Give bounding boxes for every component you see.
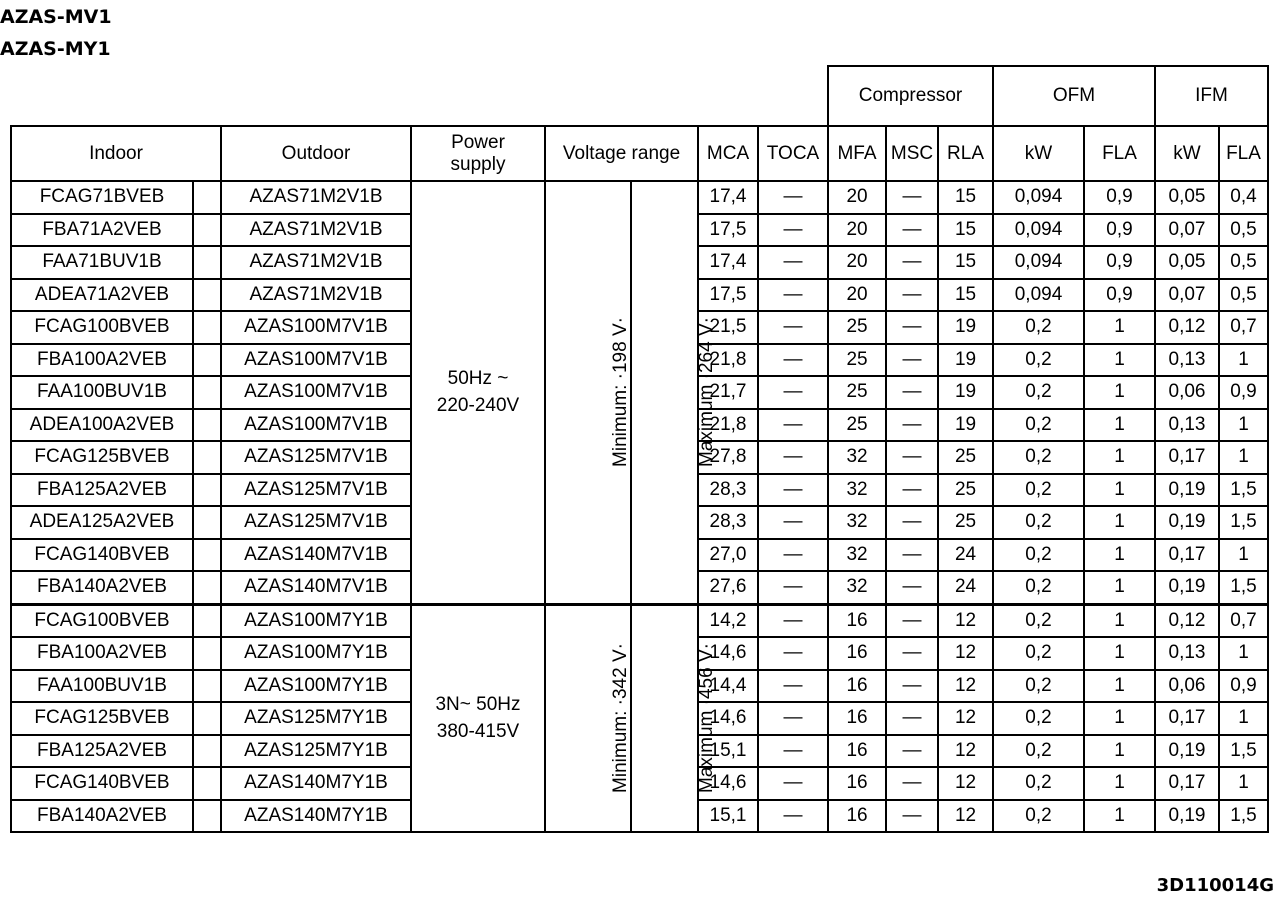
ofm-kw-value: 0,2	[993, 539, 1084, 572]
toca-value: —	[758, 637, 828, 670]
msc-value: —	[886, 376, 938, 409]
power-supply-cell	[411, 604, 545, 832]
mca-value: 21,8	[698, 409, 758, 442]
indoor-spacer-cell	[193, 670, 221, 703]
mca-value: 17,4	[698, 181, 758, 214]
ofm-fla-value: 1	[1084, 637, 1155, 670]
mfa-value: 25	[828, 376, 886, 409]
toca-value: —	[758, 409, 828, 442]
toca-value: —	[758, 702, 828, 735]
indoor-spacer-cell	[193, 376, 221, 409]
rla-value: 12	[938, 670, 993, 703]
indoor-model: FAA100BUV1B	[11, 376, 193, 409]
model-title-mv1: AZAS-MV1	[0, 6, 112, 28]
voltage-max-label: Maximum ·264 V·	[695, 317, 717, 468]
voltage-min-cell	[545, 181, 631, 604]
outdoor-model: AZAS100M7Y1B	[221, 670, 411, 703]
ofm-kw-value: 0,2	[993, 637, 1084, 670]
msc-value: —	[886, 181, 938, 214]
msc-value: —	[886, 246, 938, 279]
ofm-fla-value: 0,9	[1084, 279, 1155, 312]
outdoor-model: AZAS100M7Y1B	[221, 637, 411, 670]
ifm-kw-value: 0,19	[1155, 474, 1219, 507]
ofm-header: OFM	[993, 66, 1155, 126]
indoor-model: FBA125A2VEB	[11, 735, 193, 768]
mca-value: 15,1	[698, 735, 758, 768]
rla-value: 25	[938, 474, 993, 507]
ifm-fla-value: 0,5	[1219, 214, 1268, 247]
rla-value: 15	[938, 246, 993, 279]
ofm-fla-value: 1	[1084, 702, 1155, 735]
voltage-max-cell	[631, 604, 717, 832]
rla-value: 25	[938, 441, 993, 474]
ifm-kw-value: 0,06	[1155, 376, 1219, 409]
mca-value: 17,5	[698, 279, 758, 312]
ifm-fla-value: 0,9	[1219, 670, 1268, 703]
ofm-kw-value: 0,2	[993, 767, 1084, 800]
outdoor-model: AZAS140M7Y1B	[221, 767, 411, 800]
toca-value: —	[758, 539, 828, 572]
indoor-model: FBA140A2VEB	[11, 800, 193, 833]
indoor-spacer-cell	[193, 767, 221, 800]
ofm-kw-value: 0,2	[993, 702, 1084, 735]
ifm-header: IFM	[1155, 66, 1268, 126]
toca-value: —	[758, 246, 828, 279]
indoor-spacer-cell	[193, 571, 221, 604]
indoor-model: FBA125A2VEB	[11, 474, 193, 507]
ifm-fla-value: 0,5	[1219, 246, 1268, 279]
indoor-model: ADEA71A2VEB	[11, 279, 193, 312]
msc-value: —	[886, 702, 938, 735]
outdoor-model: AZAS140M7Y1B	[221, 800, 411, 833]
msc-value: —	[886, 214, 938, 247]
msc-value: —	[886, 441, 938, 474]
indoor-model: FCAG140BVEB	[11, 767, 193, 800]
msc-value: —	[886, 767, 938, 800]
mca-header: MCA	[698, 126, 758, 181]
toca-value: —	[758, 214, 828, 247]
indoor-spacer-cell	[193, 246, 221, 279]
indoor-spacer-cell	[193, 474, 221, 507]
msc-value: —	[886, 506, 938, 539]
rla-value: 15	[938, 181, 993, 214]
rla-value: 15	[938, 214, 993, 247]
ifm-kw-value: 0,06	[1155, 670, 1219, 703]
indoor-model: FBA100A2VEB	[11, 637, 193, 670]
mfa-value: 16	[828, 800, 886, 833]
outdoor-model: AZAS71M2V1B	[221, 181, 411, 214]
ifm-kw-value: 0,19	[1155, 735, 1219, 768]
msc-value: —	[886, 604, 938, 637]
indoor-spacer-cell	[193, 604, 221, 637]
toca-value: —	[758, 311, 828, 344]
document-code: 3D110014G	[1156, 875, 1274, 896]
mca-value: 28,3	[698, 474, 758, 507]
voltage-max-label: Maximum ·456 V·	[695, 643, 717, 794]
toca-value: —	[758, 506, 828, 539]
ofm-fla-value: 1	[1084, 376, 1155, 409]
msc-value: —	[886, 474, 938, 507]
mca-value: 14,4	[698, 670, 758, 703]
voltage-min-cell	[545, 604, 631, 832]
mfa-value: 32	[828, 539, 886, 572]
msc-value: —	[886, 670, 938, 703]
ofm-kw-value: 0,2	[993, 571, 1084, 604]
outdoor-model: AZAS125M7V1B	[221, 506, 411, 539]
model-title-my1: AZAS-MY1	[0, 38, 111, 60]
ofm-fla-value: 0,9	[1084, 214, 1155, 247]
ofm-fla-value: 1	[1084, 571, 1155, 604]
toca-value: —	[758, 441, 828, 474]
ifm-fla-value: 0,7	[1219, 604, 1268, 637]
ifm-fla-value: 0,7	[1219, 311, 1268, 344]
outdoor-model: AZAS125M7V1B	[221, 474, 411, 507]
indoor-model: FCAG100BVEB	[11, 604, 193, 637]
ifm-fla-value: 1,5	[1219, 800, 1268, 833]
ifm-fla-value: 1,5	[1219, 571, 1268, 604]
ifm-fla-value: 1	[1219, 637, 1268, 670]
ifm-kw-value: 0,13	[1155, 637, 1219, 670]
ofm-kw-value: 0,2	[993, 474, 1084, 507]
rla-value: 19	[938, 409, 993, 442]
indoor-spacer-cell	[193, 702, 221, 735]
ifm-kw-value: 0,12	[1155, 311, 1219, 344]
power-supply-line: 3N~ 50Hz	[435, 694, 521, 716]
msc-value: —	[886, 344, 938, 377]
mfa-value: 16	[828, 702, 886, 735]
ofm-kw-value: 0,094	[993, 181, 1084, 214]
ifm-kw-value: 0,12	[1155, 604, 1219, 637]
toca-value: —	[758, 279, 828, 312]
ofm-fla-value: 1	[1084, 441, 1155, 474]
outdoor-model: AZAS100M7Y1B	[221, 604, 411, 637]
ofm-fla-value: 1	[1084, 474, 1155, 507]
ifm-fla-value: 1	[1219, 702, 1268, 735]
rla-value: 12	[938, 800, 993, 833]
ifm-kw-value: 0,07	[1155, 279, 1219, 312]
indoor-spacer-cell	[193, 409, 221, 442]
mca-value: 14,2	[698, 604, 758, 637]
toca-value: —	[758, 670, 828, 703]
ifm-kw-value: 0,13	[1155, 344, 1219, 377]
outdoor-model: AZAS71M2V1B	[221, 214, 411, 247]
outdoor-model: AZAS140M7V1B	[221, 539, 411, 572]
ofm-fla-header: FLA	[1084, 126, 1155, 181]
ofm-fla-value: 1	[1084, 344, 1155, 377]
power-supply-line: 220-240V	[436, 395, 520, 417]
mca-value: 27,6	[698, 571, 758, 604]
ofm-fla-value: 1	[1084, 539, 1155, 572]
ofm-fla-value: 0,9	[1084, 246, 1155, 279]
mfa-value: 32	[828, 506, 886, 539]
table-row	[11, 181, 1268, 214]
mfa-value: 20	[828, 246, 886, 279]
mfa-value: 16	[828, 735, 886, 768]
ofm-fla-value: 1	[1084, 735, 1155, 768]
power-supply-cell	[411, 181, 545, 604]
indoor-spacer-cell	[193, 311, 221, 344]
ifm-fla-value: 1	[1219, 344, 1268, 377]
indoor-model: FAA100BUV1B	[11, 670, 193, 703]
mfa-value: 16	[828, 637, 886, 670]
indoor-model: FBA100A2VEB	[11, 344, 193, 377]
toca-header: TOCA	[758, 126, 828, 181]
mca-value: 28,3	[698, 506, 758, 539]
group-header-table	[827, 65, 1269, 127]
compressor-header: Compressor	[828, 66, 993, 126]
toca-value: —	[758, 571, 828, 604]
toca-value: —	[758, 604, 828, 637]
msc-value: —	[886, 735, 938, 768]
mca-value: 17,4	[698, 246, 758, 279]
mfa-value: 25	[828, 409, 886, 442]
indoor-spacer-cell	[193, 637, 221, 670]
indoor-model: ADEA125A2VEB	[11, 506, 193, 539]
indoor-spacer-cell	[193, 539, 221, 572]
ifm-kw-value: 0,05	[1155, 246, 1219, 279]
rla-value: 24	[938, 571, 993, 604]
indoor-spacer-cell	[193, 735, 221, 768]
indoor-model: FCAG71BVEB	[11, 181, 193, 214]
voltage-min-label: Minimum: ·342 V·	[609, 643, 631, 794]
mfa-value: 20	[828, 279, 886, 312]
ofm-kw-value: 0,094	[993, 246, 1084, 279]
ofm-kw-value: 0,2	[993, 735, 1084, 768]
mca-value: 21,7	[698, 376, 758, 409]
indoor-spacer-cell	[193, 181, 221, 214]
rla-value: 19	[938, 376, 993, 409]
rla-value: 12	[938, 702, 993, 735]
mca-value: 21,5	[698, 311, 758, 344]
toca-value: —	[758, 800, 828, 833]
outdoor-model: AZAS125M7Y1B	[221, 702, 411, 735]
ifm-kw-value: 0,05	[1155, 181, 1219, 214]
ofm-fla-value: 1	[1084, 311, 1155, 344]
ifm-fla-value: 0,4	[1219, 181, 1268, 214]
ifm-kw-value: 0,17	[1155, 767, 1219, 800]
ifm-fla-value: 1	[1219, 767, 1268, 800]
outdoor-model: AZAS100M7V1B	[221, 344, 411, 377]
toca-value: —	[758, 344, 828, 377]
indoor-header: Indoor	[11, 126, 221, 181]
rla-value: 12	[938, 767, 993, 800]
mca-value: 27,8	[698, 441, 758, 474]
rla-value: 12	[938, 637, 993, 670]
ofm-kw-value: 0,2	[993, 344, 1084, 377]
indoor-spacer-cell	[193, 441, 221, 474]
ifm-kw-value: 0,17	[1155, 441, 1219, 474]
mfa-header: MFA	[828, 126, 886, 181]
ofm-fla-value: 0,9	[1084, 181, 1155, 214]
indoor-spacer-cell	[193, 279, 221, 312]
toca-value: —	[758, 181, 828, 214]
mca-value: 14,6	[698, 767, 758, 800]
msc-value: —	[886, 571, 938, 604]
ofm-fla-value: 1	[1084, 506, 1155, 539]
toca-value: —	[758, 735, 828, 768]
msc-value: —	[886, 409, 938, 442]
indoor-model: FBA71A2VEB	[11, 214, 193, 247]
rla-value: 19	[938, 344, 993, 377]
mfa-value: 16	[828, 767, 886, 800]
ifm-kw-header: kW	[1155, 126, 1219, 181]
voltage-range-header: Voltage range	[545, 126, 698, 181]
electrical-data-table	[10, 125, 1269, 833]
mca-value: 27,0	[698, 539, 758, 572]
power-supply-header: Power supply	[411, 126, 545, 181]
mfa-value: 20	[828, 214, 886, 247]
power-supply-line: 380-415V	[436, 721, 520, 743]
ifm-fla-value: 0,5	[1219, 279, 1268, 312]
ofm-kw-value: 0,094	[993, 279, 1084, 312]
rla-value: 19	[938, 311, 993, 344]
table-row	[11, 604, 1268, 637]
mfa-value: 16	[828, 670, 886, 703]
mfa-value: 20	[828, 181, 886, 214]
ifm-fla-value: 0,9	[1219, 376, 1268, 409]
indoor-spacer-cell	[193, 506, 221, 539]
mfa-value: 16	[828, 604, 886, 637]
ofm-kw-value: 0,2	[993, 604, 1084, 637]
toca-value: —	[758, 376, 828, 409]
rla-value: 12	[938, 735, 993, 768]
outdoor-model: AZAS100M7V1B	[221, 376, 411, 409]
rla-value: 24	[938, 539, 993, 572]
msc-value: —	[886, 800, 938, 833]
mfa-value: 32	[828, 571, 886, 604]
ifm-fla-header: FLA	[1219, 126, 1268, 181]
ofm-fla-value: 1	[1084, 670, 1155, 703]
outdoor-model: AZAS125M7Y1B	[221, 735, 411, 768]
msc-value: —	[886, 279, 938, 312]
msc-value: —	[886, 539, 938, 572]
ofm-fla-value: 1	[1084, 767, 1155, 800]
mfa-value: 25	[828, 344, 886, 377]
ofm-kw-value: 0,2	[993, 311, 1084, 344]
msc-value: —	[886, 637, 938, 670]
toca-value: —	[758, 474, 828, 507]
indoor-model: ADEA100A2VEB	[11, 409, 193, 442]
outdoor-model: AZAS140M7V1B	[221, 571, 411, 604]
outdoor-model: AZAS71M2V1B	[221, 279, 411, 312]
msc-value: —	[886, 311, 938, 344]
toca-value: —	[758, 767, 828, 800]
indoor-model: FAA71BUV1B	[11, 246, 193, 279]
mfa-value: 32	[828, 474, 886, 507]
power-supply-line: 50Hz ~	[447, 368, 509, 390]
outdoor-model: AZAS100M7V1B	[221, 311, 411, 344]
outdoor-header: Outdoor	[221, 126, 411, 181]
ofm-kw-value: 0,2	[993, 506, 1084, 539]
mfa-value: 25	[828, 311, 886, 344]
rla-value: 25	[938, 506, 993, 539]
ifm-kw-value: 0,17	[1155, 539, 1219, 572]
ifm-fla-value: 1	[1219, 539, 1268, 572]
ofm-kw-value: 0,094	[993, 214, 1084, 247]
ifm-kw-value: 0,13	[1155, 409, 1219, 442]
indoor-model: FCAG140BVEB	[11, 539, 193, 572]
rla-value: 12	[938, 604, 993, 637]
ifm-kw-value: 0,17	[1155, 702, 1219, 735]
ofm-fla-value: 1	[1084, 604, 1155, 637]
mca-value: 21,8	[698, 344, 758, 377]
ofm-kw-value: 0,2	[993, 376, 1084, 409]
mca-value: 17,5	[698, 214, 758, 247]
ofm-kw-value: 0,2	[993, 800, 1084, 833]
ifm-fla-value: 1,5	[1219, 474, 1268, 507]
ifm-kw-value: 0,19	[1155, 800, 1219, 833]
rla-value: 15	[938, 279, 993, 312]
indoor-model: FBA140A2VEB	[11, 571, 193, 604]
ofm-fla-value: 1	[1084, 800, 1155, 833]
indoor-model: FCAG125BVEB	[11, 702, 193, 735]
voltage-min-label: Minimum: ·198 V·	[609, 317, 631, 468]
ofm-kw-value: 0,2	[993, 409, 1084, 442]
outdoor-model: AZAS125M7V1B	[221, 441, 411, 474]
indoor-spacer-cell	[193, 800, 221, 833]
msc-header: MSC	[886, 126, 938, 181]
ifm-fla-value: 1,5	[1219, 506, 1268, 539]
voltage-max-cell	[631, 181, 717, 604]
indoor-model: FCAG100BVEB	[11, 311, 193, 344]
ifm-fla-value: 1,5	[1219, 735, 1268, 768]
ofm-kw-header: kW	[993, 126, 1084, 181]
mca-value: 14,6	[698, 702, 758, 735]
rla-header: RLA	[938, 126, 993, 181]
mfa-value: 32	[828, 441, 886, 474]
ifm-fla-value: 1	[1219, 409, 1268, 442]
ofm-kw-value: 0,2	[993, 670, 1084, 703]
ifm-fla-value: 1	[1219, 441, 1268, 474]
outdoor-model: AZAS71M2V1B	[221, 246, 411, 279]
ofm-kw-value: 0,2	[993, 441, 1084, 474]
mca-value: 14,6	[698, 637, 758, 670]
ofm-fla-value: 1	[1084, 409, 1155, 442]
indoor-model: FCAG125BVEB	[11, 441, 193, 474]
ifm-kw-value: 0,19	[1155, 506, 1219, 539]
table-body	[11, 181, 1268, 832]
indoor-spacer-cell	[193, 214, 221, 247]
mca-value: 15,1	[698, 800, 758, 833]
ifm-kw-value: 0,07	[1155, 214, 1219, 247]
outdoor-model: AZAS100M7V1B	[221, 409, 411, 442]
ifm-kw-value: 0,19	[1155, 571, 1219, 604]
indoor-spacer-cell	[193, 344, 221, 377]
